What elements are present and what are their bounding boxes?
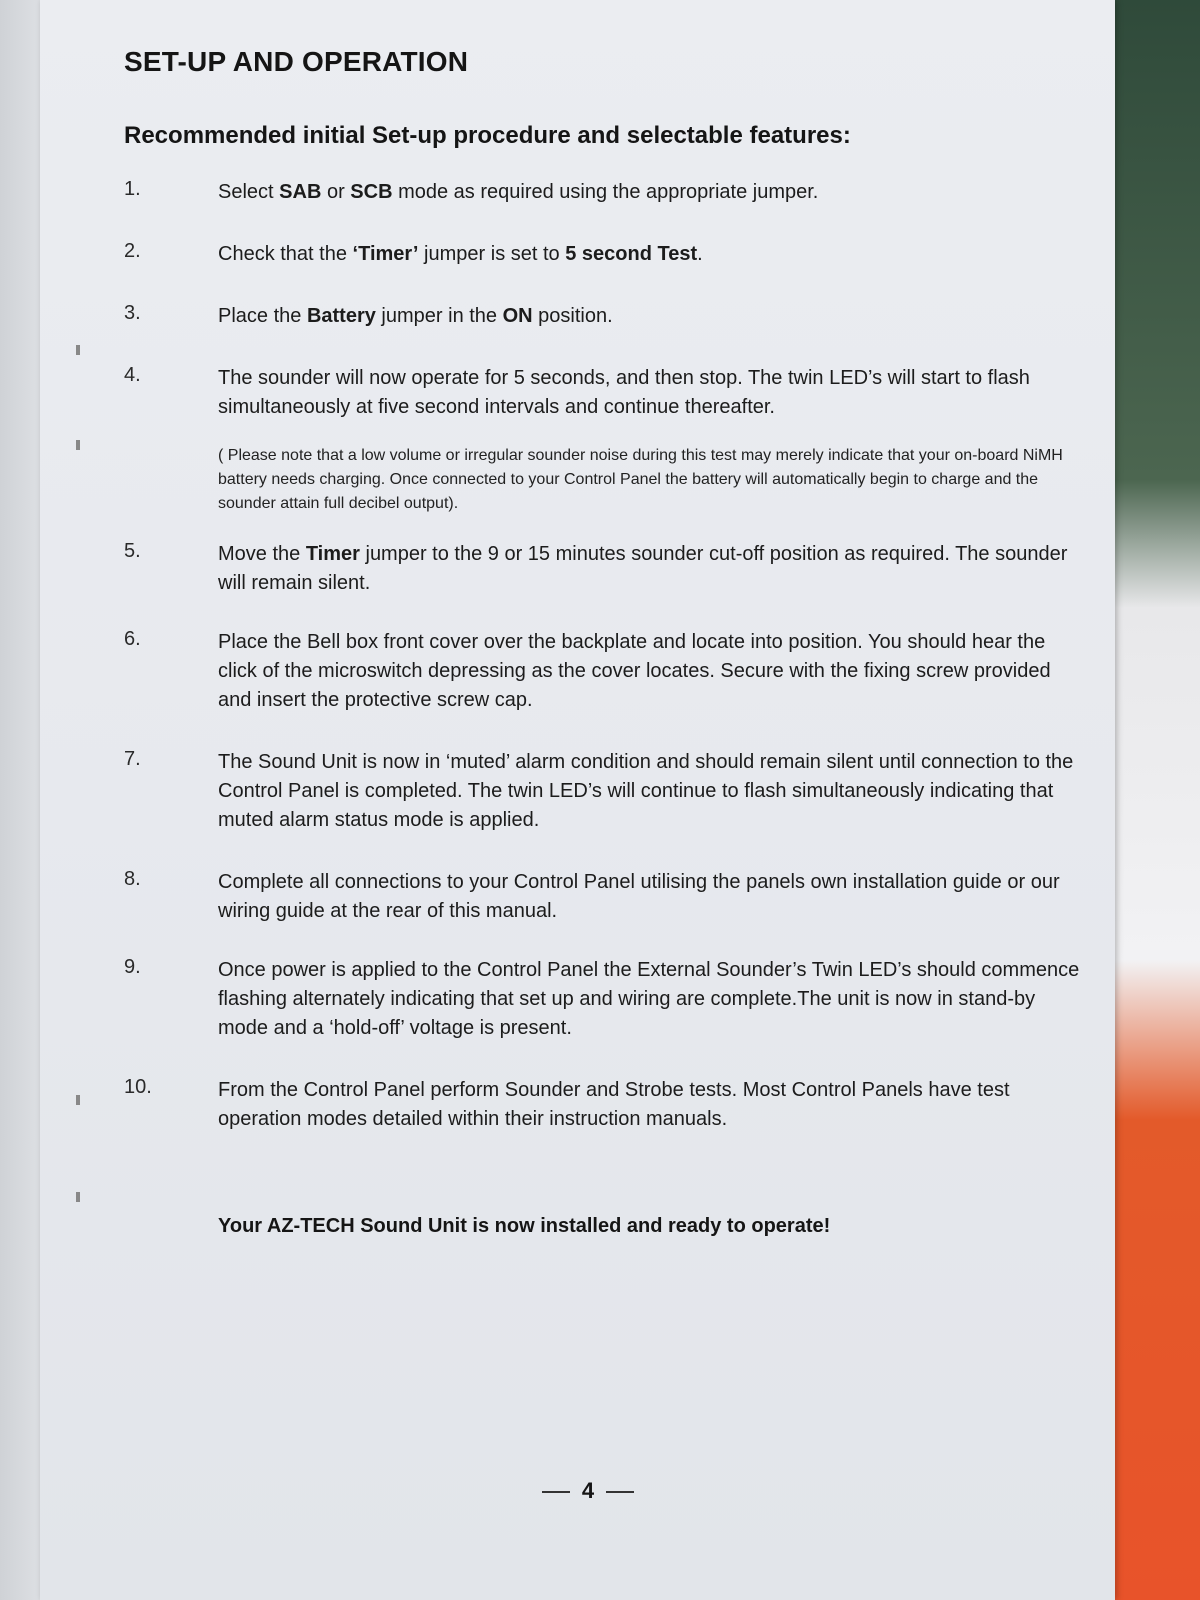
step-text-run: The sounder will now operate for 5 seconds, and then stop. The twin LED’s will start to flash simultaneously at five second intervals and continue thereafter.: [218, 367, 1030, 418]
step-item: [124, 302, 1084, 331]
dash-right: [606, 1491, 634, 1493]
step-text: [218, 240, 1084, 269]
step-note: ( Please note that a low volume or irregular sounder noise during this test may merely indicate that your on-board NiMH battery needs charging. Once connected to your Control Panel the battery will automatically begin to charge and the sounder attain full decibel output).: [218, 447, 1063, 512]
page-subheading: Recommended initial Set-up procedure and selectable features:: [124, 122, 851, 149]
step-text: [218, 628, 1084, 715]
step-text-run: jumper to the 9 or 15 minutes sounder cut-off position as required. The sounder will remain silent.: [218, 543, 1068, 594]
step-text-run: position.: [532, 305, 613, 327]
step-text-bold: ON: [502, 305, 533, 327]
step-text: [218, 1076, 1084, 1134]
step-item: [124, 178, 1084, 207]
step-number: 5.: [124, 540, 141, 562]
step-text: [218, 178, 1084, 207]
step-text-run: jumper is set to: [418, 243, 566, 265]
step-number: 3.: [124, 302, 141, 324]
step-number: 9.: [124, 956, 141, 978]
step-text-run: Select: [218, 181, 280, 203]
step-text-run: jumper in the: [375, 305, 503, 327]
step-item: [124, 540, 1084, 598]
step-item: [124, 748, 1084, 835]
step-text-bold: SAB: [279, 181, 322, 203]
step-text: [218, 364, 1084, 422]
step-text: [218, 748, 1084, 835]
step-text-run: Move the: [218, 543, 306, 565]
step-item: [124, 956, 1084, 1043]
staple-mark: [76, 345, 80, 355]
step-text-run: or: [321, 181, 351, 203]
step-item: [124, 1076, 1084, 1134]
step-text-run: Place the Bell box front cover over the backplate and locate into position. You should hear the click of the microswitch depressing as the cover locates. Secure with the fixing screw provided and insert the protective screw cap.: [218, 631, 1051, 711]
step-item: [124, 628, 1084, 715]
step-item: [124, 868, 1084, 926]
manual-page: [40, 0, 1115, 1600]
dash-left: [542, 1491, 570, 1493]
step-item: [124, 240, 1084, 269]
step-text: [218, 868, 1084, 926]
step-text-bold: Battery: [306, 305, 376, 327]
step-text-run: .: [697, 243, 703, 265]
step-number: 6.: [124, 628, 141, 650]
step-text-run: Once power is applied to the Control Panel the External Sounder’s Twin LED’s should commence flashing alternately indicating that set up and wiring are complete.The unit is now in stand-by mode and a ‘hold-off’ voltage is present.: [218, 959, 1080, 1039]
page-number: [518, 1478, 658, 1504]
step-item: [124, 364, 1084, 516]
step-number: 1.: [124, 178, 141, 200]
step-text-run: mode as required using the appropriate jumper.: [392, 181, 819, 203]
step-text-bold: Timer: [305, 543, 360, 565]
step-text: [218, 956, 1084, 1043]
step-number: 4.: [124, 364, 141, 386]
step-text-run: Check that the: [218, 243, 353, 265]
page-number-value: 4: [581, 1478, 595, 1503]
step-number: 7.: [124, 748, 141, 770]
step-text-run: From the Control Panel perform Sounder and Strobe tests. Most Control Panels have test operation modes detailed within their instruction manuals.: [218, 1079, 1010, 1130]
step-text: [218, 302, 1084, 331]
staple-mark: [76, 1095, 80, 1105]
step-text-bold: 5 second Test: [565, 243, 698, 265]
step-text-run: The Sound Unit is now in ‘muted’ alarm condition and should remain silent until connection to the Control Panel is completed. The twin LED’s will continue to flash simultaneously indicating that muted alarm status mode is applied.: [218, 751, 1074, 831]
step-number: 8.: [124, 868, 141, 890]
step-text-bold: ‘Timer’: [352, 243, 419, 265]
final-line: Your AZ-TECH Sound Unit is now installed and ready to operate!: [218, 1215, 831, 1237]
step-text-bold: SCB: [350, 181, 393, 203]
step-number: 2.: [124, 240, 141, 262]
staple-mark: [76, 440, 80, 450]
staple-mark: [76, 1192, 80, 1202]
step-number: 10.: [124, 1076, 152, 1098]
step-text-run: Complete all connections to your Control Panel utilising the panels own installation guide or our wiring guide at the rear of this manual.: [218, 871, 1060, 922]
step-text-run: Place the: [218, 305, 307, 327]
page-heading: SET-UP AND OPERATION: [124, 46, 469, 77]
step-text: [218, 540, 1084, 598]
